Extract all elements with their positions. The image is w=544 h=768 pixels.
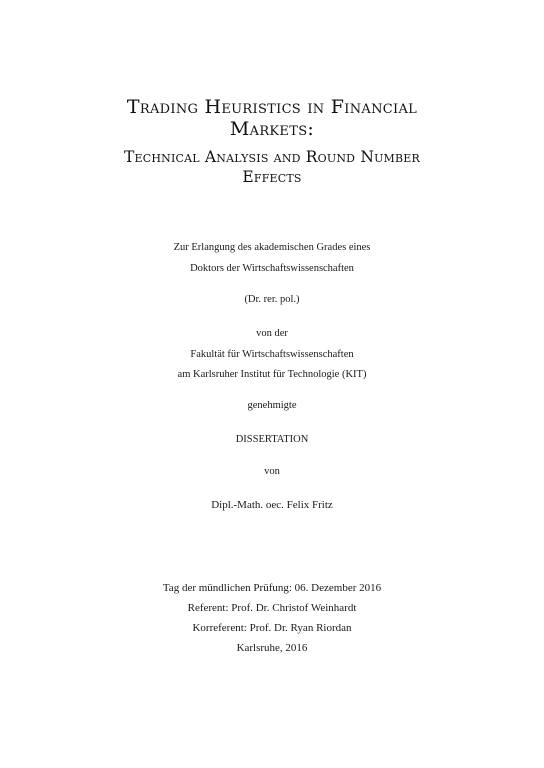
exam-date: Tag der mündlichen Prüfung: 06. Dezember 2016: [162, 582, 382, 594]
thesis-subtitle-line-1: Technical Analysis and Round Number: [123, 148, 421, 166]
degree-abbreviation: (Dr. rer. pol.): [244, 294, 300, 305]
faculty-line-1: Fakultät für Wirtschaftswissenschaften: [190, 349, 354, 360]
korreferent: Korreferent: Prof. Dr. Ryan Riordan: [192, 622, 352, 634]
approved-label: genehmigte: [247, 400, 297, 411]
purpose-line-1: Zur Erlangung des akademischen Grades eines: [173, 242, 371, 253]
thesis-title-line-2: Markets:: [229, 118, 315, 140]
place-year: Karlsruhe, 2016: [236, 642, 308, 654]
document-type: DISSERTATION: [235, 434, 309, 445]
referent: Referent: Prof. Dr. Christof Weinhardt: [187, 602, 357, 614]
author-name: Dipl.-Math. oec. Felix Fritz: [211, 499, 333, 511]
thesis-title-line-1: Trading Heuristics in Financial: [126, 96, 418, 118]
thesis-subtitle-line-2: Effects: [242, 168, 302, 186]
faculty-intro: von der: [256, 328, 288, 339]
purpose-line-2: Doktors der Wirtschaftswissenschaften: [190, 263, 354, 274]
by-label: von: [264, 466, 280, 477]
faculty-line-2: am Karlsruher Institut für Technologie (KIT): [177, 369, 367, 380]
